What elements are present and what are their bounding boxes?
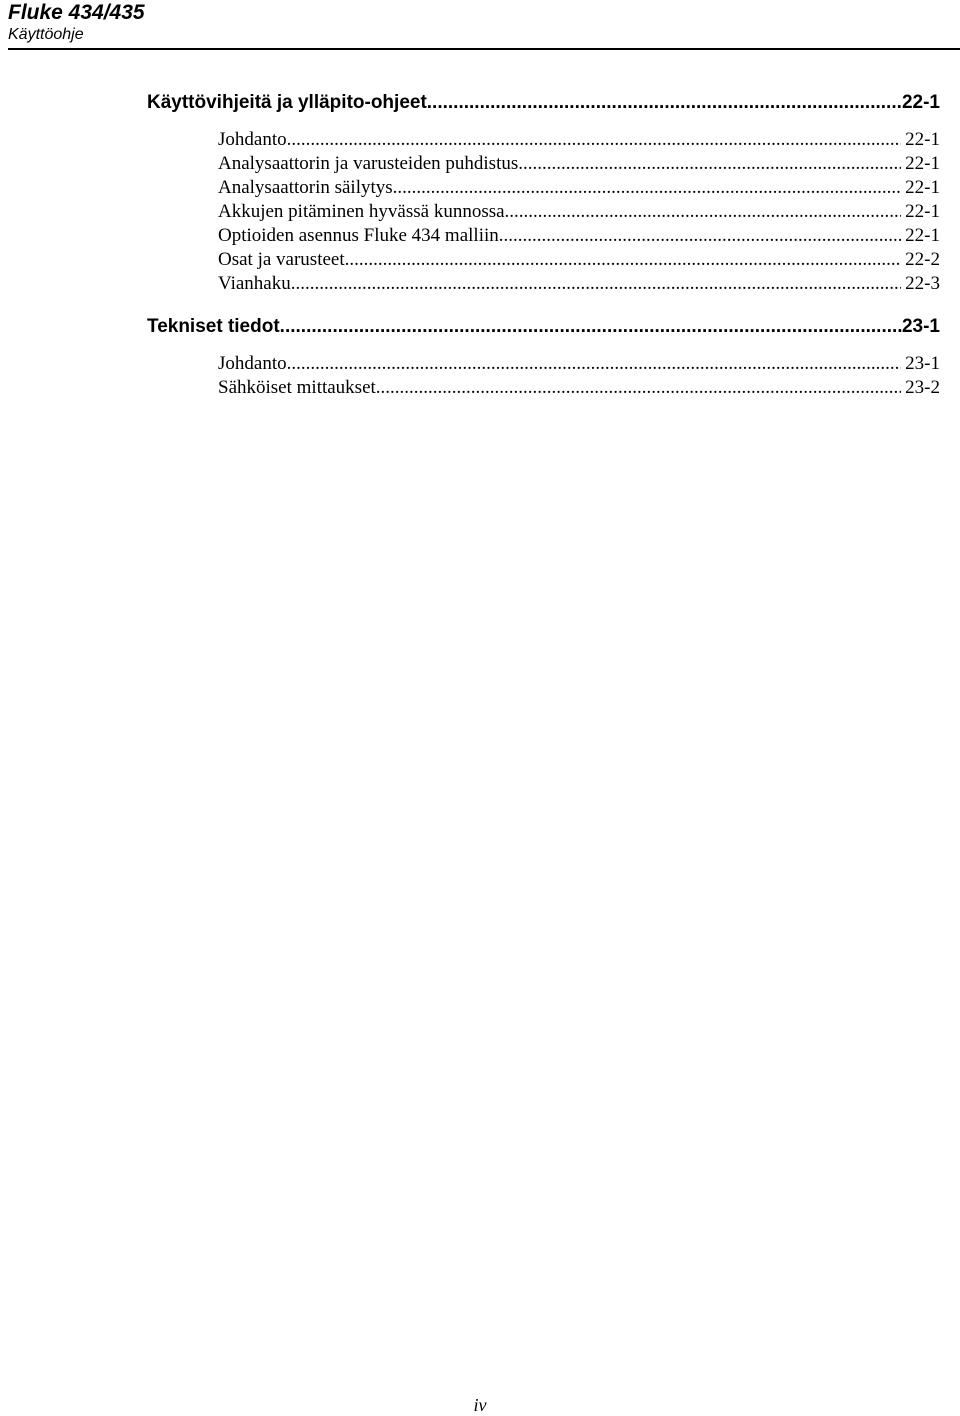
toc-entry-page: 23-2 (905, 377, 940, 398)
page-header (8, 0, 960, 45)
toc-entry[interactable] (218, 352, 940, 376)
toc-dot-leader (345, 248, 902, 272)
toc-entry[interactable] (218, 176, 940, 200)
toc-entry[interactable] (218, 200, 940, 224)
toc-dot-leader (376, 376, 901, 400)
toc-entry[interactable] (218, 128, 940, 152)
toc-dot-leader (287, 352, 902, 376)
toc-dot-leader (518, 152, 901, 176)
toc-entry-title: Analysaattorin säilytys (218, 177, 393, 198)
toc-entry-title: Optioiden asennus Fluke 434 malliin (218, 225, 499, 246)
toc-entry-title: Vianhaku (218, 273, 291, 294)
toc-chapter-title: Käyttövihjeitä ja ylläpito-ohjeet (147, 92, 427, 113)
toc-entry-page: 22-1 (905, 225, 940, 246)
document-subtitle: Käyttöohje (8, 26, 84, 43)
toc-entry[interactable] (218, 248, 940, 272)
toc-dot-leader (280, 315, 902, 339)
toc-dot-leader (499, 224, 901, 248)
toc-entry[interactable] (218, 272, 940, 296)
toc-entry-title: Sähköiset mittaukset (218, 377, 376, 398)
toc-entry[interactable] (218, 224, 940, 248)
toc-entry-page: 22-1 (905, 201, 940, 222)
document-title: Fluke 434/435 (8, 1, 145, 24)
toc-dot-leader (287, 128, 902, 152)
toc-dot-leader (291, 272, 901, 296)
toc-entry-title: Osat ja varusteet (218, 249, 345, 270)
toc-dot-leader (505, 200, 902, 224)
page-number: iv (473, 1395, 487, 1415)
toc-entry-page: 22-1 (905, 153, 940, 174)
toc-entry[interactable] (218, 152, 940, 176)
toc-entry-title: Akkujen pitäminen hyvässä kunnossa (218, 201, 505, 222)
toc-chapter-22[interactable] (147, 91, 940, 115)
toc-dot-leader (393, 176, 902, 200)
toc-entry-title: Johdanto (218, 129, 287, 150)
header-divider (8, 48, 960, 50)
toc-chapter-page: 23-1 (901, 316, 940, 337)
toc-entry-page: 22-2 (905, 249, 940, 270)
toc-entry-title: Johdanto (218, 353, 287, 374)
toc-chapter-title: Tekniset tiedot (147, 316, 280, 337)
toc-chapter-23[interactable] (147, 315, 940, 339)
toc-entry[interactable] (218, 376, 940, 400)
toc-dot-leader (427, 91, 902, 115)
toc-entry-title: Analysaattorin ja varusteiden puhdistus (218, 153, 519, 174)
toc-entry-page: 22-1 (905, 177, 940, 198)
toc-chapter-page: 22-1 (901, 92, 940, 113)
toc-entry-page: 22-3 (905, 273, 940, 294)
toc-entry-page: 23-1 (905, 353, 940, 374)
toc-entry-page: 22-1 (905, 129, 940, 150)
